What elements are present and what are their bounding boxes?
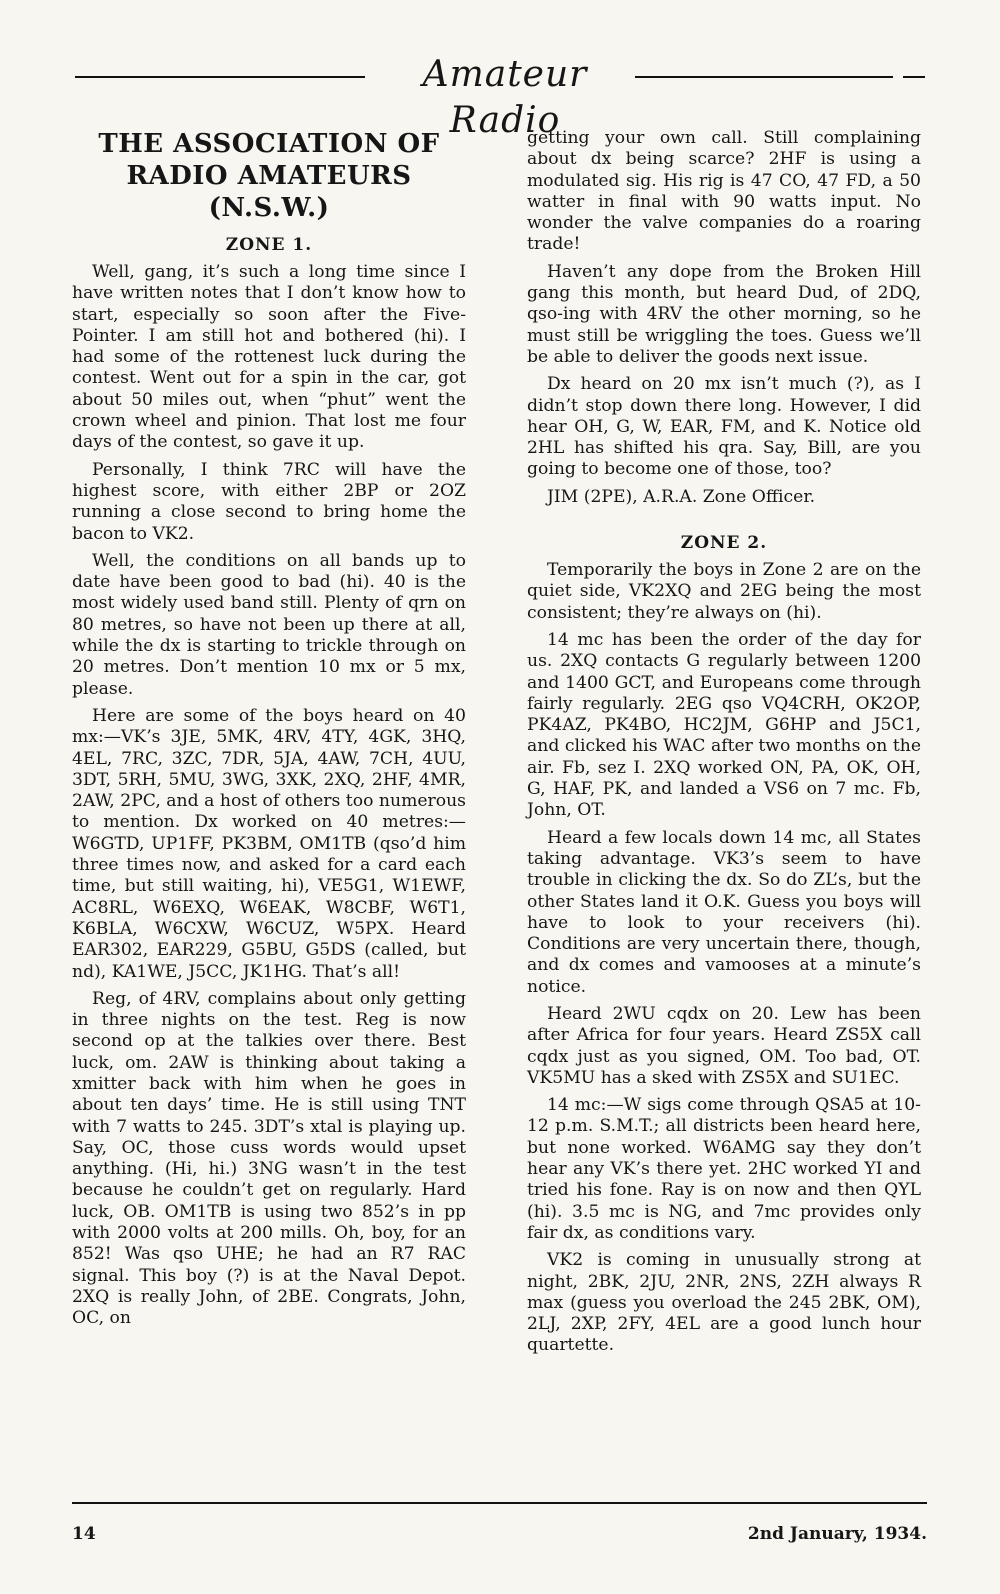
paragraph: Haven’t any dope from the Broken Hill gang this month, but heard Dud, of 2DQ, qso-ing with 4RV the other morning, so he must still be wriggling the toes. Guess we’ll be able to deliver the goods next issue.: [527, 261, 921, 367]
page-number: 14: [72, 1524, 96, 1544]
paragraph: Personally, I think 7RC will have the highest score, with either 2BP or 2OZ running a close second to bring home the bacon to VK2.: [72, 459, 466, 544]
right-column: [527, 128, 921, 1363]
masthead: [75, 52, 925, 141]
issue-date: 2nd January, 1934.: [747, 1524, 927, 1544]
masthead-rule-left: [75, 76, 365, 78]
paragraph: Dx heard on 20 mx isn’t much (?), as I didn’t stop down there long. However, I did hear OH, G, W, EAR, FM, and K. Notice old 2HL has shifted his qra. Say, Bill, are you going to become one of those, too?: [527, 374, 921, 480]
masthead-rule-middle: [635, 76, 893, 78]
masthead-title: Amateur Radio: [422, 54, 588, 141]
left-column: [72, 128, 466, 1336]
zone1-heading: ZONE 1.: [225, 235, 313, 255]
paragraph: VK2 is coming in unusually strong at night, 2BK, 2JU, 2NR, 2NS, 2ZH always R max (guess you overload the 245 2BK, OM), 2LJ, 2XP, 2FY, 4EL are a good lunch hour quartette.: [527, 1250, 921, 1356]
zone2-heading: ZONE 2.: [680, 533, 768, 554]
paragraph: 14 mc:—W sigs come through QSA5 at 10-12 p.m. S.M.T.; all districts been heard here, but none worked. W6AMG say they don’t hear any VK’s there yet. 2HC worked YI and tried his fone. Ray is on now and then QYL (hi). 3.5 mc is NG, and 7mc provides only fair dx, as conditions vary.: [527, 1095, 921, 1243]
article-headline: THE ASSOCIATION OF RADIO AMATEURS (N.S.W.): [98, 129, 440, 223]
paragraph: Well, gang, it’s such a long time since I have written notes that I don’t know how to start, especially so soon after the Five-Pointer. I am still hot and bothered (hi). I had some of the rottenest luck during the contest. Went out for a spin in the car, got about 50 miles out, when “phut” went the crown wheel and pinion. That lost me four days of the contest, so gave it up.: [72, 262, 466, 453]
footer-rule: [72, 1502, 927, 1504]
paragraph: Reg, of 4RV, complains about only getting in three nights on the test. Reg is now second op at the talkies over there. Best luck, om. 2AW is thinking about taking a xmitter back with him when he goes in about ten days’ time. He is still using TNT with 7 watts to 245. 3DT’s xtal is playing up. Say, OC, those cuss words would upset anything. (Hi, hi.) 3NG wasn’t in the test because he couldn’t get on regularly. Hard luck, OB. OM1TB is using two 852’s in pp with 2000 volts at 200 mills. Oh, boy, for an 852! Was qso UHE; he had an R7 RAC signal. This boy (?) is at the Naval Depot. 2XQ is really John, of 2BE. Congrats, John, OC, on: [72, 988, 466, 1329]
paragraph: Here are some of the boys heard on 40 mx:—VK’s 3JE, 5MK, 4RV, 4TY, 4GK, 3HQ, 4EL, 7RC, 3ZC, 7DR, 5JA, 4AW, 7CH, 4UU, 3DT, 5RH, 5MU, 3WG, 3XK, 2XQ, 2HF, 4MR, 2AW, 2PC, and a host of others too numerous to mention. Dx worked on 40 metres:—W6GTD, UP1FF, PK3BM, OM1TB (qso’d him three times now, and asked for a card each time, but still waiting, hi), VE5G1, W1EWF, AC8RL, W6EXQ, W6EAK, W8CBF, W6T1, K6BLA, W6CXW, W6CUZ, W5PX. Heard EAR302, EAR229, G5BU, G5DS (called, but nd), KA1WE, J5CC, JK1HG. That’s all!: [72, 705, 466, 982]
paragraph: Heard a few locals down 14 mc, all States taking advantage. VK3’s seem to have trouble in clicking the dx. So do ZL’s, but the other States land it O.K. Guess you boys will have to look to your receivers (hi). Conditions are very uncertain there, though, and dx comes and vamooses at a minute’s notice.: [527, 827, 921, 997]
masthead-rule-right: [903, 76, 925, 78]
continued-paragraph: getting your own call. Still complaining about dx being scarce? 2HF is using a modulated sig. His rig is 47 CO, 47 FD, a 50 watter in final with 90 watts input. No wonder the valve companies do a roaring trade!: [527, 128, 921, 255]
paragraph: Temporarily the boys in Zone 2 are on the quiet side, VK2XQ and 2EG being the most consistent; they’re always on (hi).: [527, 560, 921, 623]
paragraph: Well, the conditions on all bands up to date have been good to bad (hi). 40 is the most widely used band still. Plenty of qrn on 80 metres, so have not been up there at all, while the dx is starting to trickle through on 20 metres. Don’t mention 10 mx or 5 mx, please.: [72, 550, 466, 699]
paragraph: Heard 2WU cqdx on 20. Lew has been after Africa for four years. Heard ZS5X call cqdx just as you signed, OM. Too bad, OT. VK5MU has a sked with ZS5X and SU1EC.: [527, 1003, 921, 1088]
zone1-signature: JIM (2PE), A.R.A. Zone Officer.: [547, 486, 816, 507]
paragraph: 14 mc has been the order of the day for us. 2XQ contacts G regularly between 1200 and 1400 GCT, and Europeans come through fairly regularly. 2EG qso VQ4CRH, OK2OP, PK4AZ, PK4BO, HC2JM, G6HP and J5C1, and clicked his WAC after two months on the air. Fb, sez I. 2XQ worked ON, PA, OK, OH, G, HAF, PK, and landed a VS6 on 7 mc. Fb, John, OT.: [527, 629, 921, 821]
